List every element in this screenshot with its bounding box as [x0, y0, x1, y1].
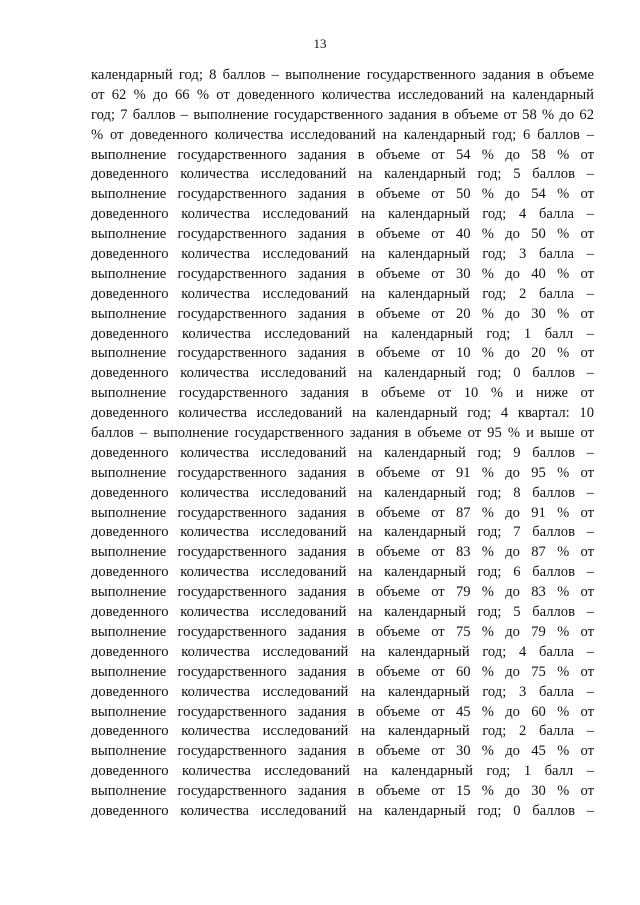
text-line: доведенного количества исследований на календарный год; 0 баллов – [91, 365, 594, 382]
text-line: доведенного количества исследований на календарный год; 7 баллов – [91, 524, 594, 541]
text-line: выполнение государственного задания в объеме от 83 % до 87 % от [91, 544, 594, 561]
text-line: выполнение государственного задания в объеме от 45 % до 60 % от [91, 703, 594, 720]
text-line: доведенного количества исследований на календарный год; 2 балла – [91, 723, 594, 740]
text-line: доведенного количества исследований на календарный год; 4 балла – [91, 643, 594, 660]
text-line: % от доведенного количества исследований на календарный год; 6 баллов – [91, 126, 594, 143]
text-line: доведенного количества исследований на календарный год; 4 квартал: 10 [91, 405, 594, 422]
text-line: календарный год; 8 баллов – выполнение государственного задания в объеме [91, 67, 594, 83]
text-line: доведенного количества исследований на календарный год; 3 балла – [91, 683, 594, 700]
text-line: выполнение государственного задания в объеме от 54 % до 58 % от [91, 146, 594, 163]
text-line: доведенного количества исследований на календарный год; 8 баллов – [91, 484, 594, 501]
text-line: выполнение государственного задания в объеме от 87 % до 91 % от [91, 504, 594, 521]
text-line: выполнение государственного задания в объеме от 79 % до 83 % от [91, 584, 594, 601]
text-line: доведенного количества исследований на календарный год; 5 баллов – [91, 166, 594, 183]
text-line: выполнение государственного задания в объеме от 10 % и ниже от [91, 385, 594, 402]
text-line: выполнение государственного задания в объеме от 15 % до 30 % от [91, 783, 594, 800]
text-line: выполнение государственного задания в объеме от 60 % до 75 % от [91, 663, 594, 680]
text-line: выполнение государственного задания в объеме от 50 % до 54 % от [91, 186, 594, 203]
text-line: доведенного количества исследований на календарный год; 6 баллов – [91, 564, 594, 581]
text-line: выполнение государственного задания в объеме от 75 % до 79 % от [91, 623, 594, 640]
text-line: выполнение государственного задания в объеме от 91 % до 95 % от [91, 464, 594, 481]
text-line: доведенного количества исследований на календарный год; 3 балла – [91, 246, 594, 263]
text-line: выполнение государственного задания в объеме от 10 % до 20 % от [91, 345, 594, 362]
text-line: доведенного количества исследований на календарный год; 2 балла – [91, 285, 594, 302]
text-line: доведенного количества исследований на календарный год; 1 балл – [91, 325, 594, 342]
text-line: выполнение государственного задания в объеме от 20 % до 30 % от [91, 305, 594, 322]
text-line: доведенного количества исследований на календарный год; 5 баллов – [91, 604, 594, 621]
page-number: 13 [313, 36, 327, 51]
body-text [91, 66, 594, 822]
text-line: год; 7 баллов – выполнение государственного задания в объеме от 58 % до 62 [91, 106, 594, 123]
text-line: доведенного количества исследований на календарный год; 1 балл – [91, 763, 594, 780]
text-line: выполнение государственного задания в объеме от 30 % до 40 % от [91, 265, 594, 282]
text-line: доведенного количества исследований на календарный год; 4 балла – [91, 206, 594, 223]
text-line: баллов – выполнение государственного задания в объеме от 95 % и выше от [91, 425, 594, 442]
text-line: от 62 % до 66 % от доведенного количества исследований на календарный [91, 86, 594, 103]
text-line: доведенного количества исследований на календарный год; 0 баллов – [91, 802, 594, 819]
text-line: выполнение государственного задания в объеме от 40 % до 50 % от [91, 226, 594, 243]
text-line: доведенного количества исследований на календарный год; 9 баллов – [91, 444, 594, 461]
text-line: выполнение государственного задания в объеме от 30 % до 45 % от [91, 743, 594, 760]
